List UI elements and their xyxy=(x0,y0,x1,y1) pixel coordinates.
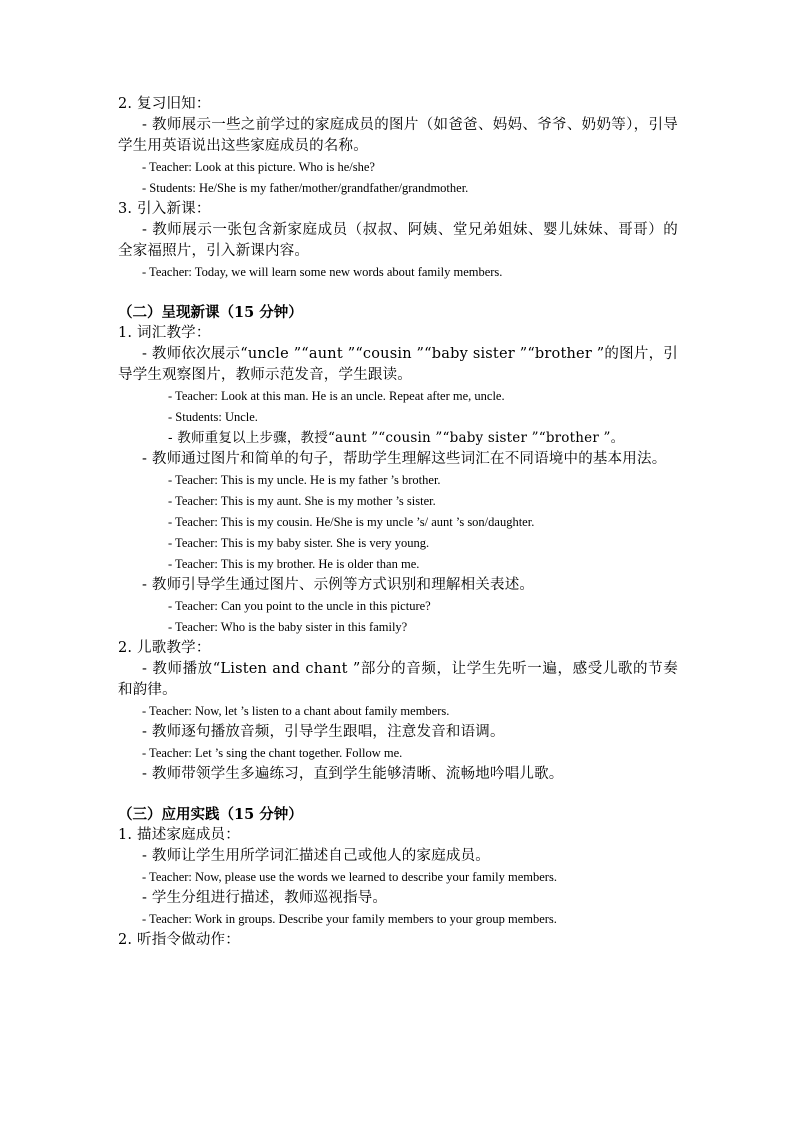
step-heading-review: 2. 复习旧知： xyxy=(118,96,211,112)
step-heading-actions: 2. 听指令做动作： xyxy=(118,932,240,948)
bullet-text: - 教师依次展示“uncle ”“aunt ”“cousin ”“baby sister ”“brother ”的图片，引导学生观察图片，教师示范发音，学生跟读。 xyxy=(118,346,678,383)
dialogue-line: - Teacher: This is my brother. He is older than me. xyxy=(168,557,420,571)
bullet-text: - 学生分组进行描述，教师巡视指导。 xyxy=(142,890,388,906)
bullet-text: - 教师引导学生通过图片、示例等方式识别和理解相关表述。 xyxy=(142,577,535,593)
step-heading-describe: 1. 描述家庭成员： xyxy=(118,827,240,843)
bullet-text: - 教师带领学生多遍练习，直到学生能够清晰、流畅地吟唱儿歌。 xyxy=(142,766,564,782)
bullet-text: - 教师让学生用所学词汇描述自己或他人的家庭成员。 xyxy=(142,848,491,864)
dialogue-line: - Students: He/She is my father/mother/grandfather/grandmother. xyxy=(142,181,469,195)
bullet-text: - 教师逐句播放音频，引导学生跟唱，注意发音和语调。 xyxy=(142,724,505,740)
dialogue-line: - Teacher: Today, we will learn some new words about family members. xyxy=(142,265,503,279)
dialogue-line: - Teacher: Work in groups. Describe your family members to your group members. xyxy=(142,912,557,926)
section-heading-practice: （三）应用实践（15 分钟） xyxy=(118,806,303,823)
bullet-text: - 教师展示一些之前学过的家庭成员的图片（如爸爸、妈妈、爷爷、奶奶等），引导学生用英语说出这些家庭成员的名称。 xyxy=(118,117,678,154)
bullet-text: - 教师通过图片和简单的句子，帮助学生理解这些词汇在不同语境中的基本用法。 xyxy=(142,451,667,467)
dialogue-line: - Teacher: Look at this man. He is an uncle. Repeat after me, uncle. xyxy=(168,389,505,403)
dialogue-line: - Teacher: This is my uncle. He is my father ’s brother. xyxy=(168,473,441,487)
dialogue-line: - Teacher: Look at this picture. Who is he/she? xyxy=(142,160,375,174)
dialogue-line: - Teacher: Can you point to the uncle in this picture? xyxy=(168,599,431,613)
bullet-text: - 教师重复以上步骤，教授“aunt ”“cousin ”“baby sister ”“brother ”。 xyxy=(168,430,625,446)
bullet-text: - 教师播放“Listen and chant ”部分的音频，让学生先听一遍，感受儿歌的节奏和韵律。 xyxy=(118,661,678,698)
step-heading-chant: 2. 儿歌教学： xyxy=(118,640,211,656)
document-body xyxy=(118,94,678,951)
dialogue-line: - Teacher: Let ’s sing the chant together. Follow me. xyxy=(142,746,403,760)
dialogue-line: - Teacher: Now, please use the words we learned to describe your family members. xyxy=(142,870,557,884)
dialogue-line: - Students: Uncle. xyxy=(168,410,258,424)
bullet-text: - 教师展示一张包含新家庭成员（叔叔、阿姨、堂兄弟姐妹、婴儿妹妹、哥哥）的全家福照片，引入新课内容。 xyxy=(118,222,678,259)
dialogue-line: - Teacher: This is my baby sister. She is very young. xyxy=(168,536,430,550)
dialogue-line: - Teacher: Who is the baby sister in this family? xyxy=(168,620,408,634)
section-heading-present: （二）呈现新课（15 分钟） xyxy=(118,304,303,321)
step-heading-intro: 3. 引入新课： xyxy=(118,201,211,217)
step-heading-vocab: 1. 词汇教学： xyxy=(118,325,211,341)
dialogue-line: - Teacher: This is my aunt. She is my mother ’s sister. xyxy=(168,494,436,508)
dialogue-line: - Teacher: Now, let ’s listen to a chant about family members. xyxy=(142,704,450,718)
dialogue-line: - Teacher: This is my cousin. He/She is my uncle ’s/ aunt ’s son/daughter. xyxy=(168,515,535,529)
